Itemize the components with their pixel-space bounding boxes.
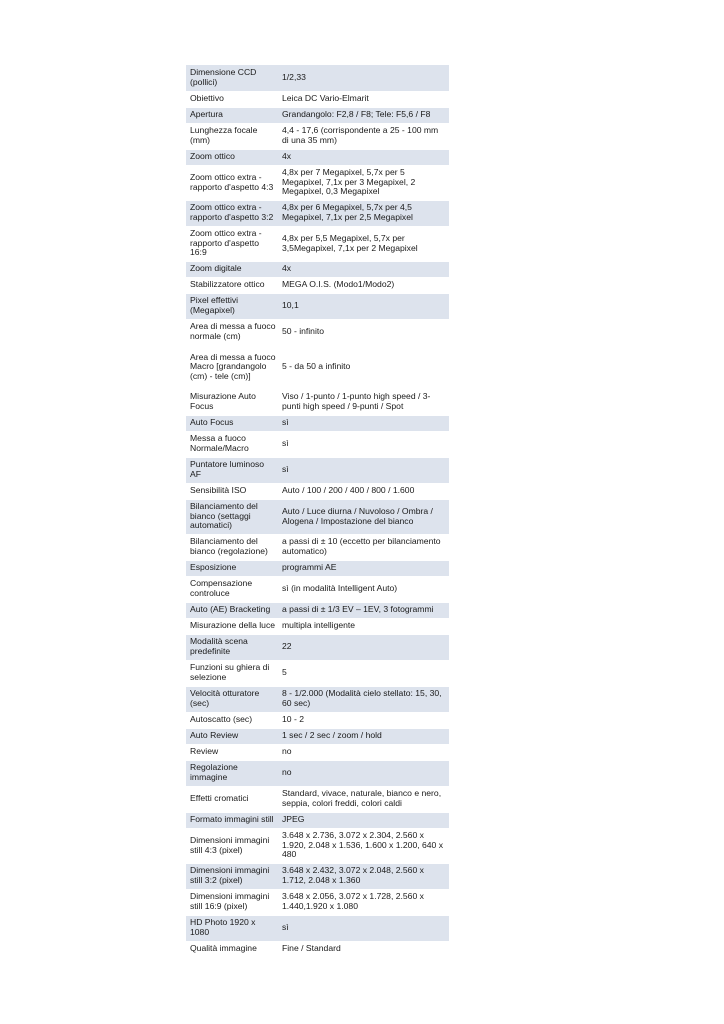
spec-value: 8 - 1/2.000 (Modalità cielo stellato: 15, 30, 60 sec): [278, 686, 449, 712]
spec-row: [186, 226, 449, 261]
spec-label: Messa a fuoco Normale/Macro: [186, 431, 278, 457]
spec-label: Pixel effettivi (Megapixel): [186, 293, 278, 319]
spec-value: sì: [278, 431, 449, 457]
spec-label: Effetti cromatici: [186, 786, 278, 812]
spec-label: Review: [186, 744, 278, 760]
spec-row: [186, 534, 449, 560]
spec-value: sì: [278, 415, 449, 431]
spec-value: 5 - da 50 a infinito: [278, 345, 449, 389]
spec-row: [186, 660, 449, 686]
spec-label: Esposizione: [186, 560, 278, 576]
spec-row: [186, 812, 449, 828]
spec-label: Auto (AE) Bracketing: [186, 602, 278, 618]
spec-row: [186, 915, 449, 941]
spec-label: Puntatore luminoso AF: [186, 457, 278, 483]
spec-row: [186, 431, 449, 457]
spec-label: Autoscatto (sec): [186, 712, 278, 728]
spec-row: [186, 602, 449, 618]
spec-value: sì: [278, 915, 449, 941]
spec-label: Zoom digitale: [186, 261, 278, 277]
spec-row: [186, 760, 449, 786]
spec-label: HD Photo 1920 x 1080: [186, 915, 278, 941]
spec-label: Dimensioni immagini still 16:9 (pixel): [186, 889, 278, 915]
spec-row: [186, 634, 449, 660]
spec-label: Misurazione Auto Focus: [186, 389, 278, 415]
spec-value: 4,8x per 7 Megapixel, 5,7x per 5 Megapixel, 7,1x per 3 Megapixel, 2 Megapixel, 0,3 Megapixel: [278, 165, 449, 200]
spec-row: [186, 686, 449, 712]
spec-label: Misurazione della luce: [186, 618, 278, 634]
spec-label: Sensibilità ISO: [186, 483, 278, 499]
spec-row: [186, 389, 449, 415]
spec-label: Qualità immagine: [186, 941, 278, 957]
spec-row: [186, 319, 449, 345]
spec-label: Obiettivo: [186, 91, 278, 107]
spec-row: [186, 200, 449, 226]
spec-row: [186, 889, 449, 915]
spec-value: sì: [278, 457, 449, 483]
spec-row: [186, 65, 449, 91]
spec-value: Viso / 1-punto / 1-punto high speed / 3-punti high speed / 9-punti / Spot: [278, 389, 449, 415]
spec-value: 1 sec / 2 sec / zoom / hold: [278, 728, 449, 744]
spec-label: Area di messa a fuoco normale (cm): [186, 319, 278, 345]
spec-value: JPEG: [278, 812, 449, 828]
spec-value: no: [278, 744, 449, 760]
spec-value: MEGA O.I.S. (Modo1/Modo2): [278, 277, 449, 293]
spec-value: Leica DC Vario-Elmarit: [278, 91, 449, 107]
spec-row: [186, 483, 449, 499]
spec-row: [186, 91, 449, 107]
spec-row: [186, 828, 449, 863]
spec-value: 1/2,33: [278, 65, 449, 91]
spec-row: [186, 712, 449, 728]
spec-label: Dimensione CCD (pollici): [186, 65, 278, 91]
spec-value: 4,8x per 5,5 Megapixel, 5,7x per 3,5Megapixel, 7,1x per 2 Megapixel: [278, 226, 449, 261]
spec-row: [186, 261, 449, 277]
spec-value: multipla intelligente: [278, 618, 449, 634]
spec-row: [186, 786, 449, 812]
spec-value: 22: [278, 634, 449, 660]
spec-row: [186, 149, 449, 165]
spec-label: Area di messa a fuoco Macro [grandangolo (cm) - tele (cm)]: [186, 345, 278, 389]
spec-value: Auto / Luce diurna / Nuvoloso / Ombra / Alogena / Impostazione del bianco: [278, 499, 449, 534]
spec-row: [186, 415, 449, 431]
spec-value: 4x: [278, 149, 449, 165]
spec-value: 3.648 x 2.432, 3.072 x 2.048, 2.560 x 1.712, 2.048 x 1.360: [278, 863, 449, 889]
spec-label: Auto Focus: [186, 415, 278, 431]
spec-row: [186, 560, 449, 576]
spec-value: no: [278, 760, 449, 786]
spec-value: Grandangolo: F2,8 / F8; Tele: F5,6 / F8: [278, 107, 449, 123]
spec-row: [186, 618, 449, 634]
spec-label: Regolazione immagine: [186, 760, 278, 786]
spec-value: Fine / Standard: [278, 941, 449, 957]
spec-value: 10 - 2: [278, 712, 449, 728]
spec-value: 5: [278, 660, 449, 686]
spec-value: 4,8x per 6 Megapixel, 5,7x per 4,5 Megapixel, 7,1x per 2,5 Megapixel: [278, 200, 449, 226]
spec-label: Velocità otturatore (sec): [186, 686, 278, 712]
spec-row: [186, 123, 449, 149]
spec-label: Formato immagini still: [186, 812, 278, 828]
spec-row: [186, 863, 449, 889]
spec-label: Apertura: [186, 107, 278, 123]
spec-label: Bilanciamento del bianco (regolazione): [186, 534, 278, 560]
spec-label: Zoom ottico extra - rapporto d'aspetto 16:9: [186, 226, 278, 261]
spec-value: a passi di ± 1/3 EV – 1EV, 3 fotogrammi: [278, 602, 449, 618]
spec-row: [186, 107, 449, 123]
spec-value: Auto / 100 / 200 / 400 / 800 / 1.600: [278, 483, 449, 499]
spec-value: sì (in modalità Intelligent Auto): [278, 576, 449, 602]
spec-table: [186, 65, 449, 958]
spec-row: [186, 345, 449, 389]
spec-label: Dimensioni immagini still 4:3 (pixel): [186, 828, 278, 863]
spec-table-body: [186, 65, 449, 957]
spec-label: Zoom ottico extra - rapporto d'aspetto 4:3: [186, 165, 278, 200]
spec-label: Compensazione controluce: [186, 576, 278, 602]
spec-value: 3.648 x 2.736, 3.072 x 2.304, 2.560 x 1.920, 2.048 x 1.536, 1.600 x 1.200, 640 x 480: [278, 828, 449, 863]
spec-label: Bilanciamento del bianco (settaggi automatici): [186, 499, 278, 534]
spec-row: [186, 165, 449, 200]
spec-value: 4x: [278, 261, 449, 277]
spec-label: Modalità scena predefinite: [186, 634, 278, 660]
spec-value: 50 - infinito: [278, 319, 449, 345]
spec-label: Zoom ottico extra - rapporto d'aspetto 3:2: [186, 200, 278, 226]
spec-row: [186, 941, 449, 957]
spec-label: Dimensioni immagini still 3:2 (pixel): [186, 863, 278, 889]
spec-value: 4,4 - 17,6 (corrispondente a 25 - 100 mm di una 35 mm): [278, 123, 449, 149]
spec-label: Zoom ottico: [186, 149, 278, 165]
spec-value: Standard, vivace, naturale, bianco e nero, seppia, colori freddi, colori caldi: [278, 786, 449, 812]
spec-row: [186, 457, 449, 483]
spec-row: [186, 293, 449, 319]
spec-value: 3.648 x 2.056, 3.072 x 1.728, 2.560 x 1.440,1.920 x 1.080: [278, 889, 449, 915]
spec-value: a passi di ± 10 (eccetto per bilanciamento automatico): [278, 534, 449, 560]
spec-row: [186, 728, 449, 744]
spec-value: programmi AE: [278, 560, 449, 576]
spec-row: [186, 744, 449, 760]
spec-row: [186, 576, 449, 602]
spec-label: Funzioni su ghiera di selezione: [186, 660, 278, 686]
spec-label: Auto Review: [186, 728, 278, 744]
spec-label: Stabilizzatore ottico: [186, 277, 278, 293]
spec-value: 10,1: [278, 293, 449, 319]
spec-row: [186, 499, 449, 534]
spec-row: [186, 277, 449, 293]
spec-label: Lunghezza focale (mm): [186, 123, 278, 149]
